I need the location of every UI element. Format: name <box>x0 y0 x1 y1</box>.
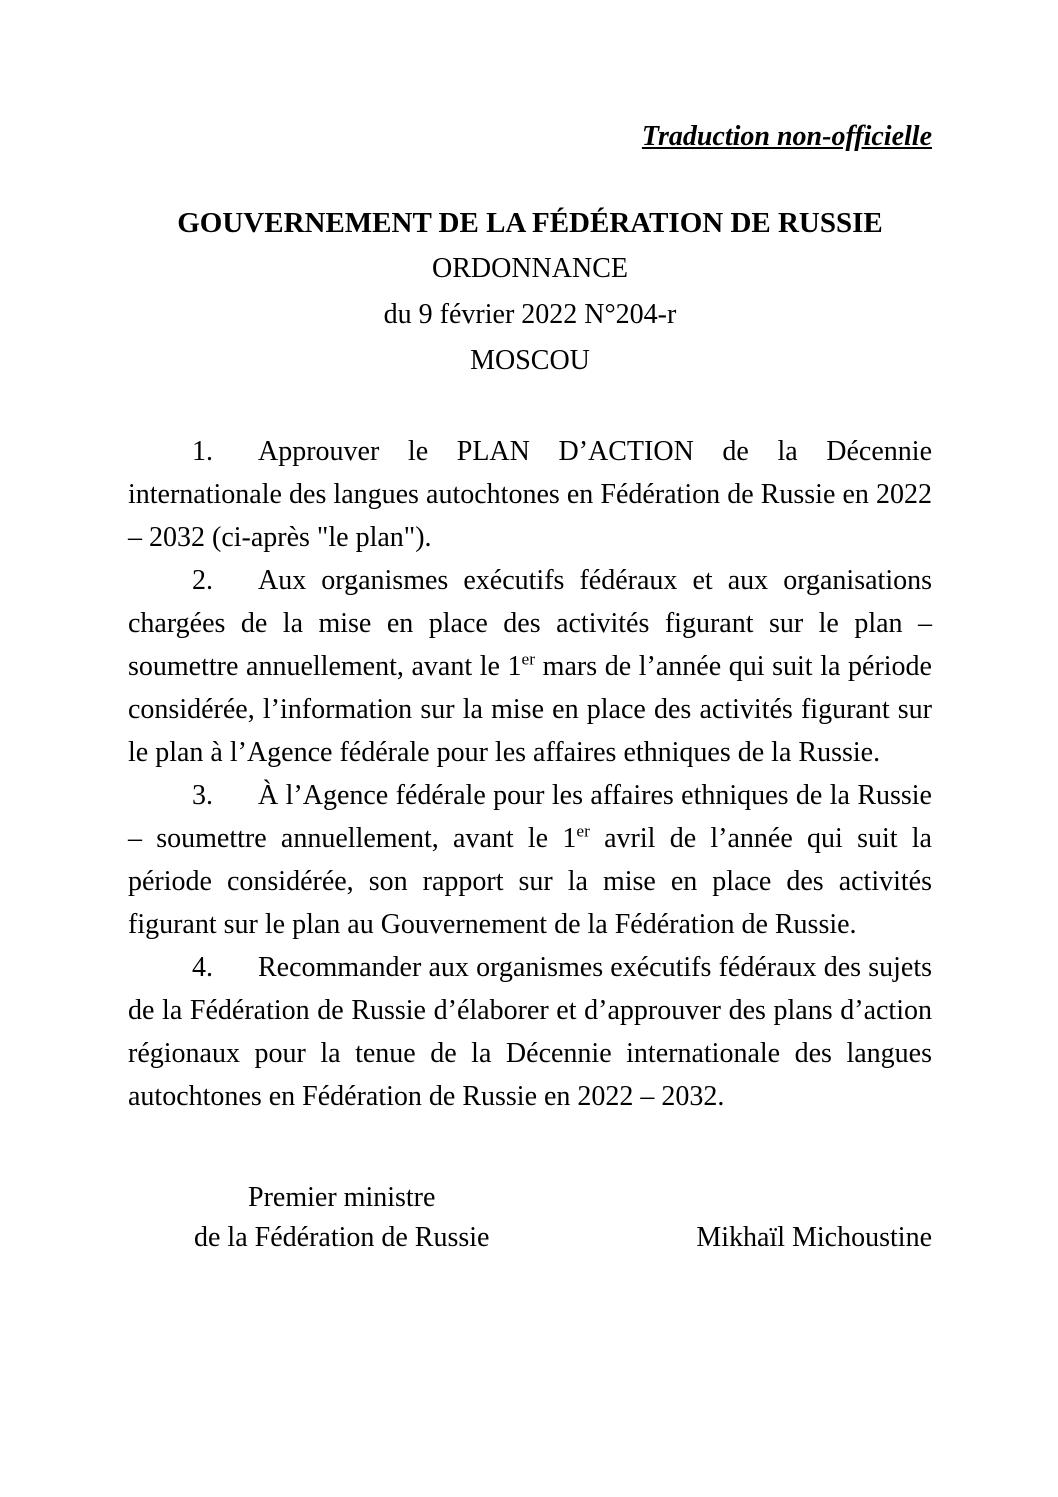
paragraph <box>128 559 932 774</box>
title-block <box>128 200 932 384</box>
paragraph <box>128 430 932 559</box>
paragraph-number: 3. <box>192 780 213 811</box>
signature-role <box>194 1178 489 1258</box>
paragraph <box>128 774 932 946</box>
paragraph-superscript: er <box>576 821 590 841</box>
paragraph-text: Approuver le PLAN D’ACTION de la Décennie internationale des langues autochtones en Fédération de Russie en 2022 – 2032 (ci-après "le plan"). <box>128 436 932 553</box>
title-city: MOSCOU <box>470 345 590 376</box>
paragraph-text: mars de l’année qui suit la période considérée, l’information sur la mise en place des activités figurant sur le plan à l’Agence fédérale pour les affaires ethniques de la Russie. <box>128 651 932 768</box>
paragraph-superscript: er <box>521 649 536 669</box>
body-paragraphs <box>128 430 932 1118</box>
translation-note: Traduction non-officielle <box>641 121 932 152</box>
paragraph-text: Recommander aux organismes exécutifs fédéraux des sujets de la Fédération de Russie d’élaborer et d’approuver des plans d’action régionaux pour la tenue de la Décennie internationale des langues autochtones en Fédération de Russie en 2022 – 2032. <box>128 952 932 1112</box>
paragraph-number: 2. <box>192 565 213 596</box>
paragraph-number: 1. <box>192 436 213 467</box>
paragraph-text: avril de l’année qui suit la période considérée, son rapport sur la mise en place des activités figurant sur le plan au Gouvernement de la Fédération de Russie. <box>128 823 932 940</box>
title-date-number: du 9 février 2022 N°204-r <box>383 299 677 330</box>
signature-role-line2: de la Fédération de Russie <box>194 1222 490 1253</box>
paragraph-number: 4. <box>192 952 213 983</box>
title-government: GOUVERNEMENT DE LA FÉDÉRATION DE RUSSIE <box>177 207 883 239</box>
paragraph-text: Aux organismes exécutifs fédéraux et aux organisations chargées de la mise en place des activités figurant sur le plan – soumettre annuellement, avant le 1 <box>128 565 932 682</box>
paragraph <box>128 946 932 1118</box>
signature-block <box>128 1178 932 1258</box>
signature-name: Mikhaïl Michoustine <box>696 1222 932 1253</box>
title-document-type: ORDONNANCE <box>432 253 628 284</box>
paragraph-text: À l’Agence fédérale pour les affaires ethniques de la Russie – soumettre annuellement, avant le 1 <box>128 780 932 854</box>
signature-role-line1: Premier ministre <box>248 1182 436 1213</box>
